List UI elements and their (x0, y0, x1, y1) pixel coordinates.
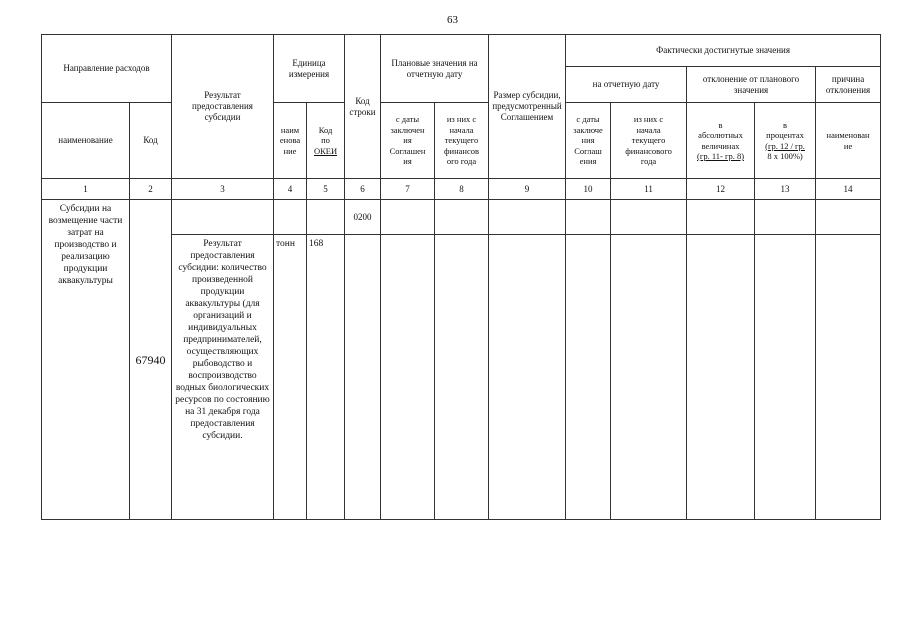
empty-cell (381, 235, 435, 520)
col-num-8: 8 (435, 179, 489, 200)
header-code: Код (130, 103, 172, 179)
col-num-7: 7 (381, 179, 435, 200)
page-number: 63 (447, 14, 458, 26)
empty-cell (489, 235, 566, 520)
abs-formula: (гр. 11- гр. 8) (697, 151, 745, 161)
empty-cell (611, 235, 687, 520)
col-num-3: 3 (172, 179, 274, 200)
header-name: наименование (42, 103, 130, 179)
row-code-cell: 0200 (345, 200, 381, 235)
header-actual: Фактически достигнутые значения (566, 35, 881, 67)
header-fact-from-date: с даты заключе ния Соглаш ения (566, 103, 611, 179)
empty-cell (274, 200, 307, 235)
pct-label: в процентах (766, 119, 804, 140)
empty-cell (172, 200, 274, 235)
column-number-row (42, 179, 881, 200)
header-reason: причина отклонения (816, 67, 881, 103)
col-num-14: 14 (816, 179, 881, 200)
col-num-12: 12 (687, 179, 755, 200)
empty-cell (435, 235, 489, 520)
okei-cell: 168 (307, 235, 345, 520)
pct-formula-a: (гр. 12 / гр. (765, 140, 805, 151)
col-num-2: 2 (130, 179, 172, 200)
code-cell: 67940 (130, 200, 172, 520)
col-num-11: 11 (611, 179, 687, 200)
header-row-code: Код строки (345, 35, 381, 179)
empty-cell (345, 235, 381, 520)
empty-cell (307, 200, 345, 235)
empty-cell (435, 200, 489, 235)
empty-cell (381, 200, 435, 235)
header-abs (687, 103, 755, 179)
direction-name-cell: Субсидии на возмещение части затрат на производство и реализацию продукции аквакультуры (42, 200, 130, 520)
header-subsidy-size: Размер субсидии, предусмотренный Соглашением (489, 35, 566, 179)
header-plan-from-date: с даты заключен ия Соглашен ия (381, 103, 435, 179)
empty-cell (566, 235, 611, 520)
header-reason-name: наименован ие (816, 103, 881, 179)
header-unit: Единица измерения (274, 35, 345, 103)
empty-cell (816, 235, 881, 520)
header-result: Результат предоставления субсидии (172, 35, 274, 179)
col-num-6: 6 (345, 179, 381, 200)
header-deviation: отклонение от планового значения (687, 67, 816, 103)
header-on-report-date: на отчетную дату (566, 67, 687, 103)
data-row-summary (42, 200, 881, 235)
header-pct (755, 103, 816, 179)
col-num-4: 4 (274, 179, 307, 200)
okei-line-3: ОКЕИ (313, 145, 338, 156)
header-fact-since-year: из них с начала текущего финансового года (611, 103, 687, 179)
col-num-9: 9 (489, 179, 566, 200)
empty-cell (566, 200, 611, 235)
header-okei (307, 103, 345, 179)
empty-cell (687, 200, 755, 235)
header-direction: Направление расходов (42, 35, 172, 103)
pct-formula-b: 8 х 100%) (767, 151, 803, 161)
empty-cell (816, 200, 881, 235)
unit-name-cell: тонн (274, 235, 307, 520)
col-num-13: 13 (755, 179, 816, 200)
empty-cell (755, 200, 816, 235)
empty-cell (687, 235, 755, 520)
subsidy-report-table (41, 34, 881, 520)
empty-cell (611, 200, 687, 235)
result-text-cell: Результат предоставления субсидии: количество произведенной продукции аквакультуры (для организаций и индивидуальных предпринимателей, осуществляющих рыбоводство и воспроизводство водных биологических ресурсов по состоянию на 31 декабря года предоставления субсидии. (172, 235, 274, 520)
okei-line-1: Код (318, 124, 333, 135)
col-num-10: 10 (566, 179, 611, 200)
empty-cell (489, 200, 566, 235)
okei-line-2: по (321, 135, 330, 146)
abs-label: в абсолютных величинах (698, 119, 743, 151)
empty-cell (755, 235, 816, 520)
header-plan-since-year: из них с начала текущего финансов ого года (435, 103, 489, 179)
col-num-5: 5 (307, 179, 345, 200)
header-unit-name: наим енова ние (274, 103, 307, 179)
col-num-1: 1 (42, 179, 130, 200)
header-planned: Плановые значения на отчетную дату (381, 35, 489, 103)
